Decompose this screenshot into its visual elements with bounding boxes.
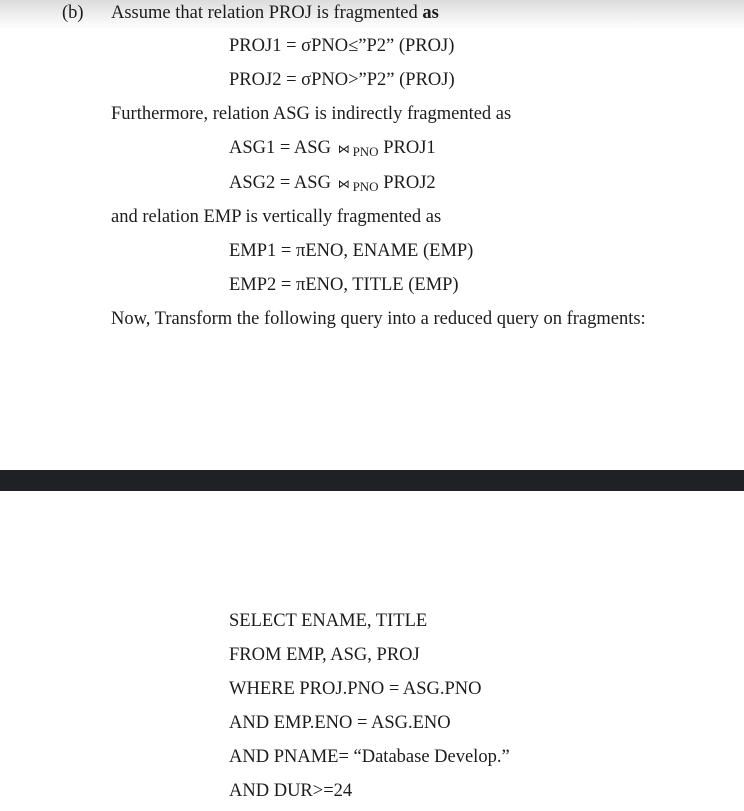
proj2-definition: PROJ2 = σPNO>”P2” (PROJ) bbox=[229, 70, 455, 90]
part-label: (b) bbox=[62, 3, 84, 23]
asg2-rhs: PROJ2 bbox=[383, 173, 436, 193]
intro-bold: as bbox=[422, 3, 439, 23]
asg1-rhs: PROJ1 bbox=[383, 138, 436, 158]
transform-instruction: Now, Transform the following query into a reduced query on fragments: bbox=[111, 309, 646, 329]
emp2-definition: EMP2 = πENO, TITLE (EMP) bbox=[229, 275, 459, 295]
intro-text: Assume that relation PROJ is fragmented bbox=[111, 3, 423, 23]
page-separator bbox=[0, 470, 744, 491]
asg2-join-attr: PNO bbox=[352, 179, 379, 194]
asg2-lhs: ASG2 = ASG bbox=[229, 173, 331, 193]
proj1-definition: PROJ1 = σPNO≤”P2” (PROJ) bbox=[229, 36, 455, 56]
query-where: WHERE PROJ.PNO = ASG.PNO bbox=[229, 679, 482, 699]
emp-intro: and relation EMP is vertically fragmented as bbox=[111, 207, 442, 227]
query-from: FROM EMP, ASG, PROJ bbox=[229, 645, 420, 665]
query-and-eno: AND EMP.ENO = ASG.ENO bbox=[229, 713, 451, 733]
emp1-definition: EMP1 = πENO, ENAME (EMP) bbox=[229, 241, 474, 261]
semijoin-icon: ⋈ bbox=[337, 142, 350, 156]
asg2-definition bbox=[229, 172, 436, 195]
query-and-pname: AND PNAME= “Database Develop.” bbox=[229, 747, 510, 767]
asg1-lhs: ASG1 = ASG bbox=[229, 138, 331, 158]
query-and-dur: AND DUR>=24 bbox=[229, 781, 353, 801]
asg1-definition bbox=[229, 137, 436, 160]
asg-intro: Furthermore, relation ASG is indirectly fragmented as bbox=[111, 104, 512, 124]
query-select: SELECT ENAME, TITLE bbox=[229, 611, 428, 631]
semijoin-icon: ⋈ bbox=[337, 177, 350, 191]
intro-line bbox=[111, 2, 439, 24]
asg1-join-attr: PNO bbox=[352, 144, 379, 159]
